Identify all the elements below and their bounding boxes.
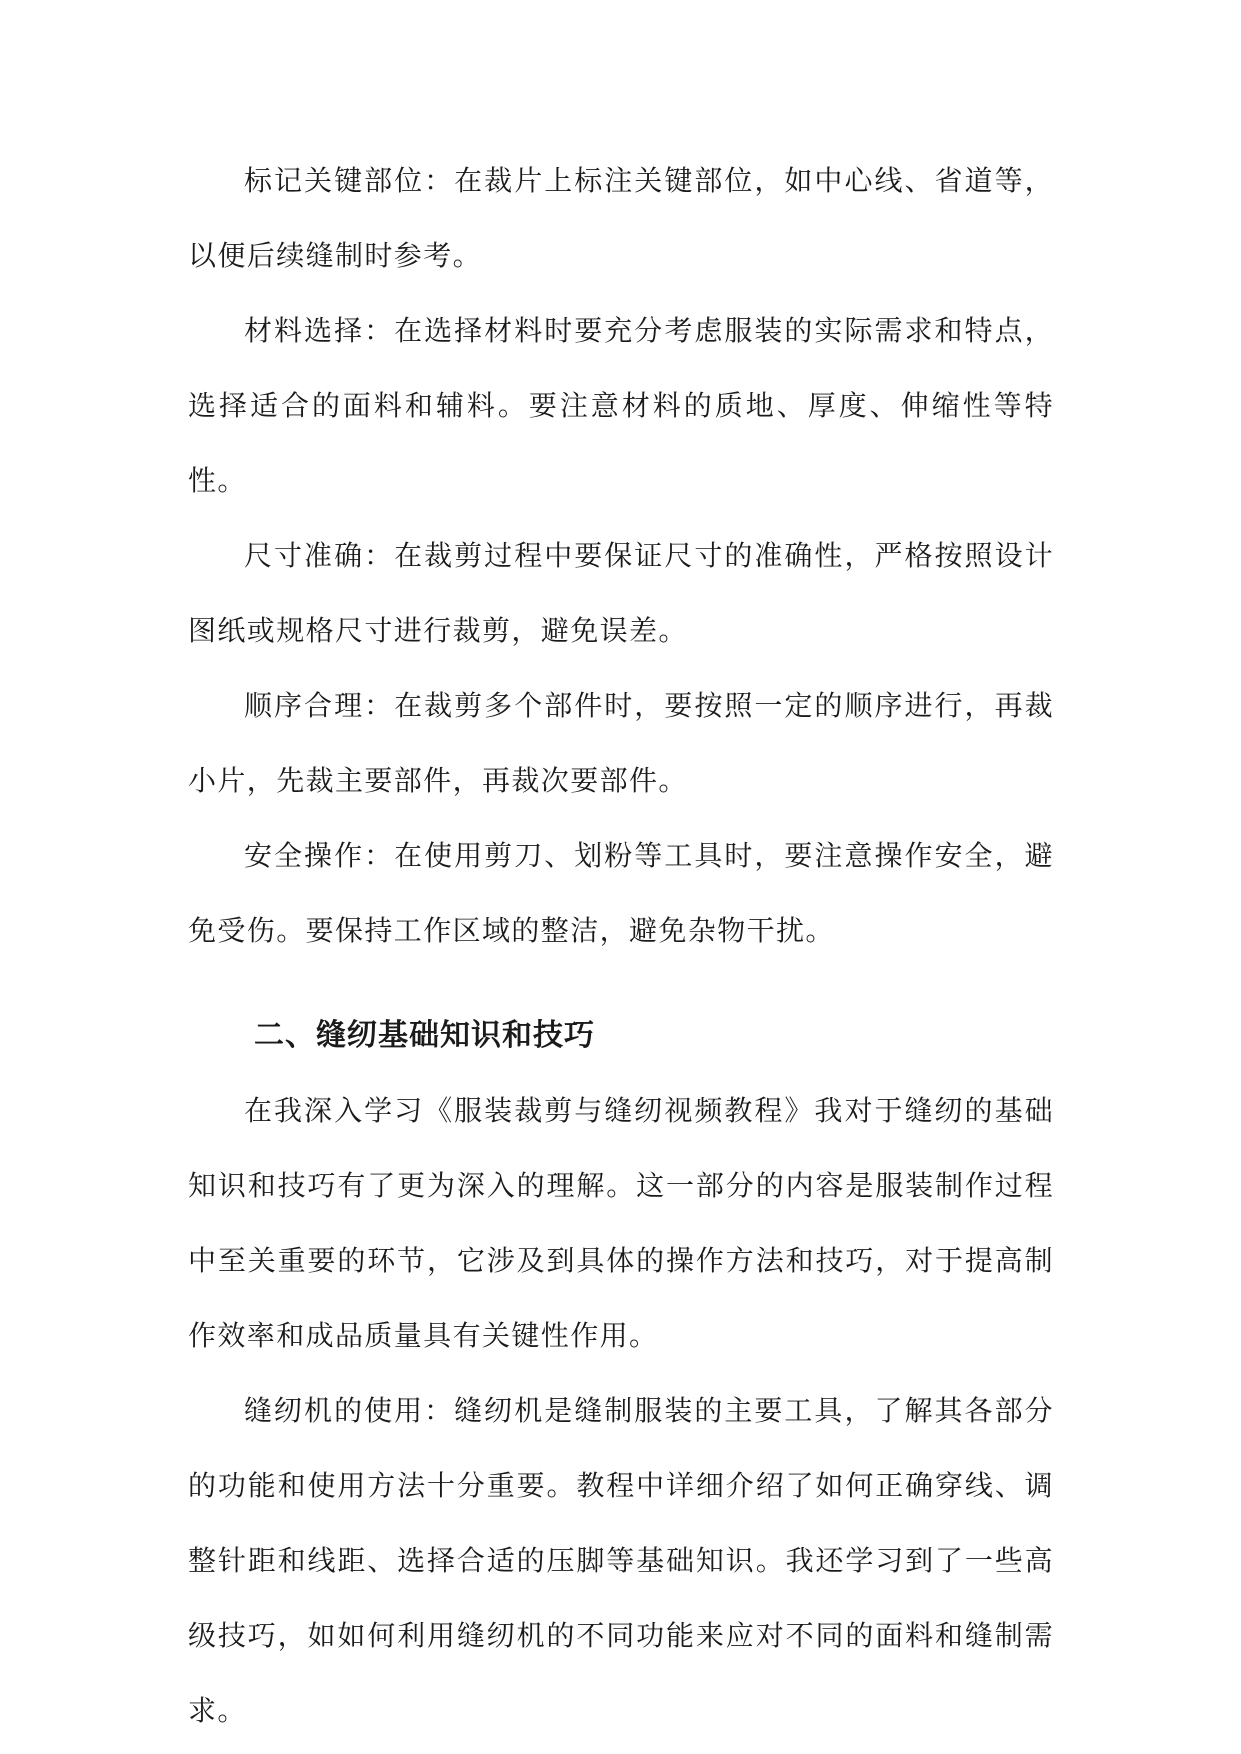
document-body	[188, 143, 1054, 1748]
paragraph-accurate-size: 尺寸准确：在裁剪过程中要保证尺寸的准确性，严格按照设计图纸或规格尺寸进行裁剪，避免误差。	[188, 539, 1054, 647]
paragraph-sewing-intro: 在我深入学习《服装裁剪与缝纫视频教程》我对于缝纫的基础知识和技巧有了更为深入的理解。这一部分的内容是服装制作过程中至关重要的环节，它涉及到具体的操作方法和技巧，对于提高制作效率和成品质量具有关键性作用。	[188, 1094, 1054, 1352]
paragraph-sewing-machine-use: 缝纫机的使用：缝纫机是缝制服装的主要工具，了解其各部分的功能和使用方法十分重要。教程中详细介绍了如何正确穿线、调整针距和线距、选择合适的压脚等基础知识。我还学习到了一些高级技巧，如如何利用缝纫机的不同功能来应对不同的面料和缝制需求。	[188, 1394, 1054, 1727]
paragraph-material-selection: 材料选择：在选择材料时要充分考虑服装的实际需求和特点，选择适合的面料和辅料。要注意材料的质地、厚度、伸缩性等特性。	[188, 314, 1054, 497]
paragraph-safe-operation: 安全操作：在使用剪刀、划粉等工具时，要注意操作安全，避免受伤。要保持工作区域的整洁，避免杂物干扰。	[188, 839, 1054, 947]
section-heading: 二、缝纫基础知识和技巧	[254, 1018, 595, 1053]
paragraph-reasonable-order: 顺序合理：在裁剪多个部件时，要按照一定的顺序进行，再裁小片，先裁主要部件，再裁次要部件。	[188, 689, 1054, 797]
paragraph-mark-key-parts: 标记关键部位：在裁片上标注关键部位，如中心线、省道等，以便后续缝制时参考。	[188, 164, 1054, 272]
